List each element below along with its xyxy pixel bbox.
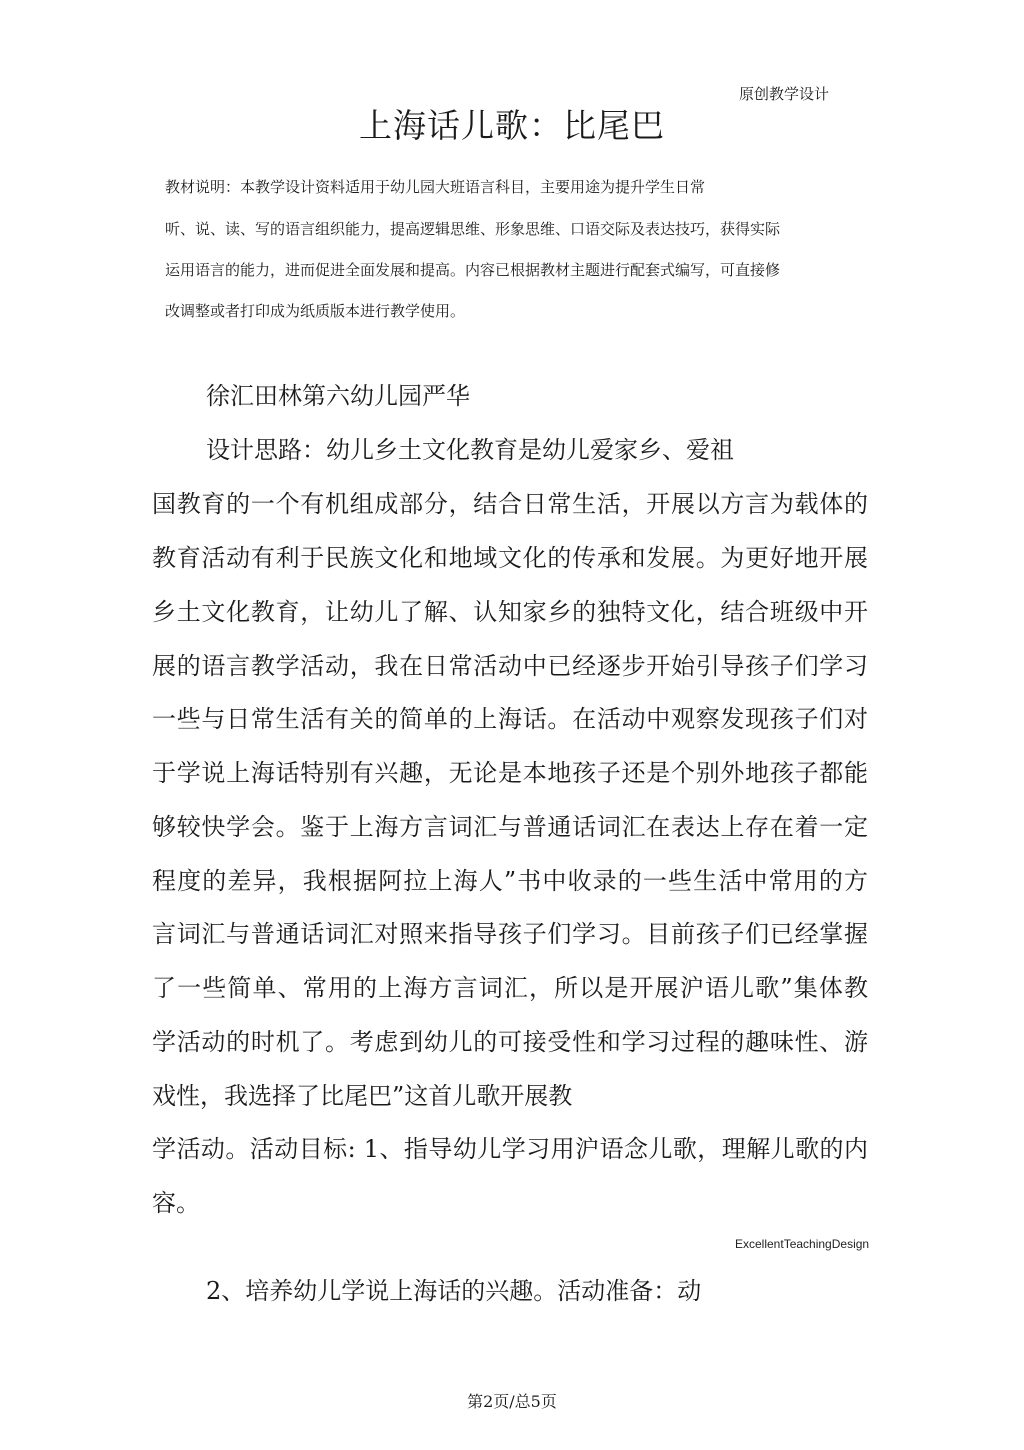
goal-line: 2、培养幼儿学说上海话的兴趣。活动准备：动 <box>206 1277 702 1305</box>
body-line: 程度的差异，我根据阿拉上海人”书中收录的一些生活中常用的方 <box>152 867 868 895</box>
body-line: 展的语言教学活动，我在日常活动中已经逐步开始引导孩子们学习 <box>152 652 868 680</box>
author-line: 徐汇田林第六幼儿园严华 <box>206 382 470 410</box>
body-line: 国教育的一个有机组成部分，结合日常生活，开展以方言为载体的 <box>152 490 868 518</box>
header-tag: 原创教学设计 <box>739 85 830 103</box>
material-note-line: 运用语言的能力，进而促进全面发展和提高。内容已根据教材主题进行配套式编写，可直接修 <box>165 261 781 279</box>
watermark-text: ExcellentTeachingDesign <box>735 1237 870 1251</box>
body-line: 一些与日常生活有关的简单的上海话。在活动中观察发现孩子们对 <box>152 705 868 733</box>
body-line: 学活动。活动目标: 1、指导幼儿学习用沪语念儿歌，理解儿歌的内 <box>152 1135 868 1163</box>
body-line: 乡土文化教育，让幼儿了解、认知家乡的独特文化，结合班级中开 <box>152 598 868 626</box>
body-line: 戏性，我选择了比尾巴”这首儿歌开展教 <box>152 1082 573 1110</box>
body-line: 了一些简单、常用的上海方言词汇，所以是开展沪语儿歌”集体教 <box>152 974 868 1002</box>
material-note-line: 改调整或者打印成为纸质版本进行教学使用。 <box>165 302 466 320</box>
material-note-line: 听、说、读、写的语言组织能力，提高逻辑思维、形象思维、口语交际及表达技巧，获得实际 <box>165 220 781 238</box>
body-line: 言词汇与普通话词汇对照来指导孩子们学习。目前孩子们已经掌握 <box>152 920 868 948</box>
body-line: 够较快学会。鉴于上海方言词汇与普通话词汇在表达上存在着一定 <box>152 813 868 841</box>
page-number: 第2页/总5页 <box>467 1392 557 1411</box>
page-title: 上海话儿歌：比尾巴 <box>359 106 665 145</box>
body-line: 容。 <box>152 1189 200 1217</box>
body-line: 学活动的时机了。考虑到幼儿的可接受性和学习过程的趣味性、游 <box>152 1028 868 1056</box>
material-note-line: 教材说明：本教学设计资料适用于幼儿园大班语言科目，主要用途为提升学生日常 <box>165 178 706 196</box>
body-line: 于学说上海话特别有兴趣，无论是本地孩子还是个别外地孩子都能 <box>152 759 868 787</box>
body-line: 设计思路：幼儿乡土文化教育是幼儿爱家乡、爱祖 <box>206 436 734 464</box>
body-line: 教育活动有利于民族文化和地域文化的传承和发展。为更好地开展 <box>152 544 868 572</box>
